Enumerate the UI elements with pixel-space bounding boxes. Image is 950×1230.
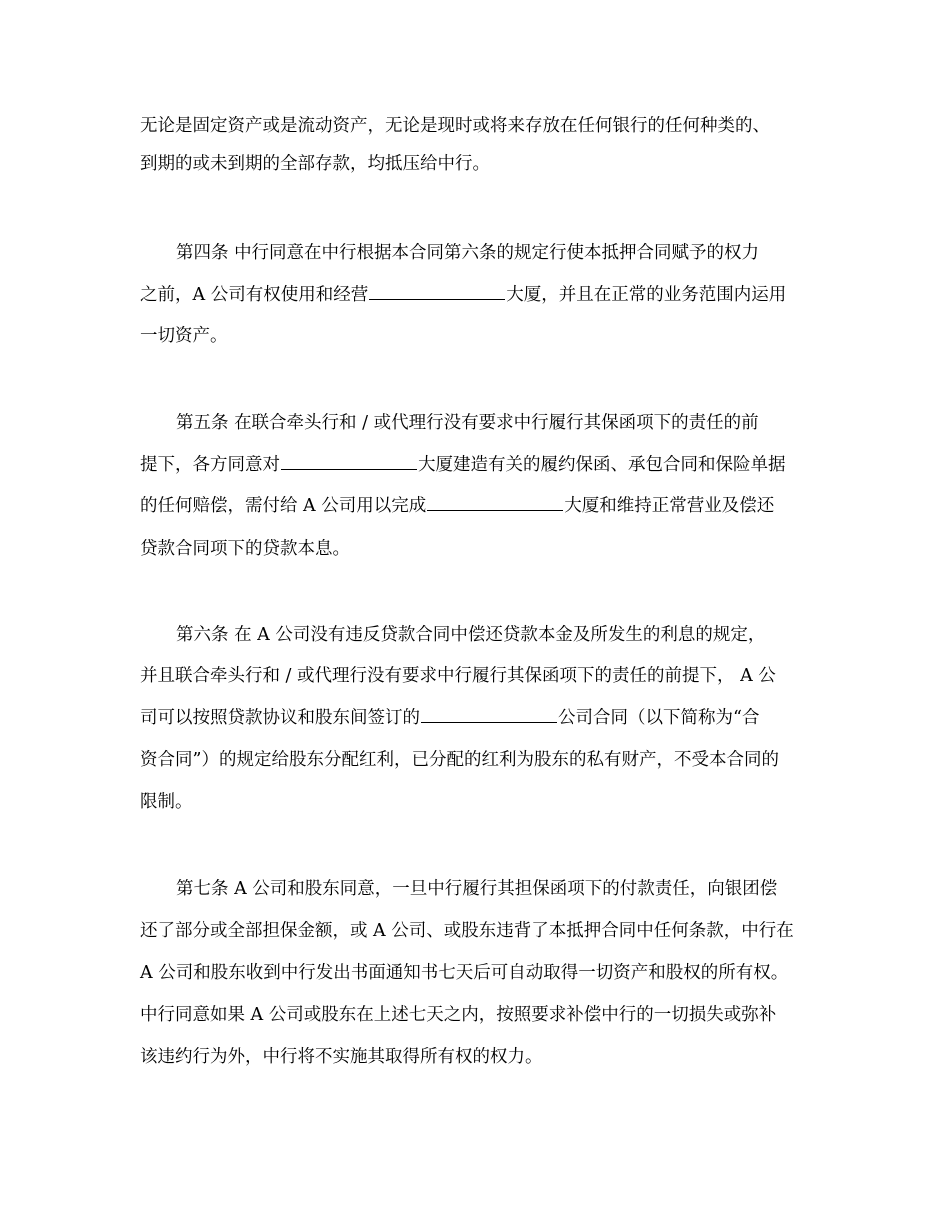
art6-line4: 资合同”）的规定给股东分配红利，已分配的红利为股东的私有财产，不受本合同的 <box>140 750 779 770</box>
art4-line1: 第四条 中行同意在中行根据本合同第六条的规定行使本抵押合同赋予的权力 <box>176 243 760 263</box>
art5-line2-text-a: 提下，各方同意对 <box>140 455 280 475</box>
art5-line1: 第五条 在联合牵头行和 / 或代理行没有要求中行履行其保函项下的责任的前 <box>176 413 759 433</box>
art6-line3 <box>140 703 840 733</box>
art6-line5: 限制。 <box>140 792 193 812</box>
art4-line2-text-a: 之前，A 公司有权使用和经营 <box>140 285 369 305</box>
art6-blank <box>421 704 557 723</box>
para1-line1: 无论是固定资产或是流动资产，无论是现时或将来存放在任何银行的任何种类的、 <box>140 116 770 136</box>
art7-line1: 第七条 A 公司和股东同意，一旦中行履行其担保函项下的付款责任，向银团偿 <box>176 879 778 899</box>
art7-line3: A 公司和股东收到中行发出书面通知书七天后可自动取得一切资产和股权的所有权。 <box>140 963 789 983</box>
art4-blank <box>369 281 505 300</box>
art5-line4: 贷款合同项下的贷款本息。 <box>140 539 350 559</box>
art7-line2: 还了部分或全部担保金额，或 A 公司、或股东违背了本抵押合同中任何条款，中行在 <box>140 921 794 941</box>
art5-line3 <box>140 491 840 521</box>
art4-line2 <box>140 280 840 310</box>
art4-line3: 一切资产。 <box>140 326 228 346</box>
art6-line1: 第六条 在 A 公司没有违反贷款合同中偿还贷款本金及所发生的利息的规定， <box>176 625 766 645</box>
art7-line4: 中行同意如果 A 公司或股东在上述七天之内，按照要求补偿中行的一切损失或弥补 <box>140 1005 777 1025</box>
art5-blank-2 <box>427 492 563 511</box>
art5-line2-text-b: 大厦建造有关的履约保函、承包合同和保险单据 <box>418 455 786 475</box>
art5-line3-text-a: 的任何赔偿，需付给 A 公司用以完成 <box>140 496 427 516</box>
art6-line3-text-a: 司可以按照贷款协议和股东间签订的 <box>140 708 420 728</box>
art5-line3-text-b: 大厦和维持正常营业及偿还 <box>564 496 775 516</box>
art4-line2-text-b: 大厦，并且在正常的业务范围内运用 <box>506 285 787 305</box>
art7-line5: 该违约行为外，中行将不实施其取得所有权的权力。 <box>140 1047 543 1067</box>
art6-line2: 并且联合牵头行和 / 或代理行没有要求中行履行其保函项下的责任的前提下， A 公 <box>140 666 776 686</box>
art6-line3-text-b: 公司合同（以下简称为“合 <box>558 708 760 728</box>
art5-blank-1 <box>281 451 417 470</box>
art5-line2 <box>140 450 840 480</box>
para1-line2: 到期的或未到期的全部存款，均抵压给中行。 <box>140 154 490 174</box>
